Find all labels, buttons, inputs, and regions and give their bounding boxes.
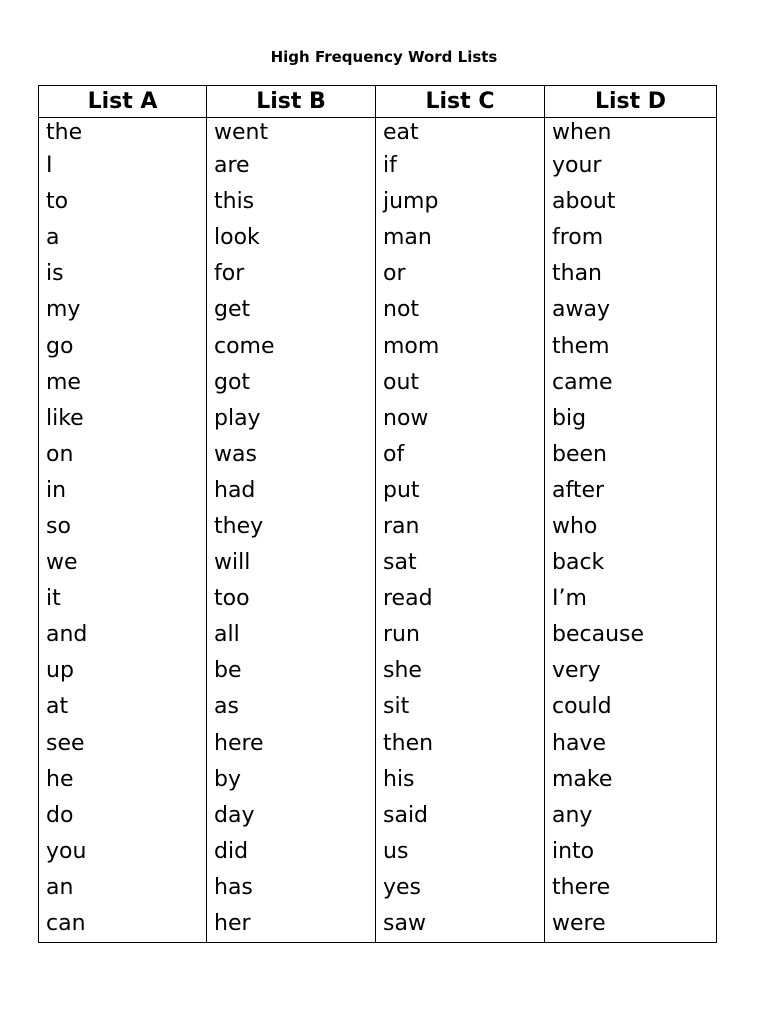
word-cell-list-a: like [39, 401, 207, 437]
word-cell-list-b: was [207, 437, 376, 473]
word-cell-list-a: my [39, 292, 207, 328]
table-row [39, 798, 717, 834]
word-cell-list-b: they [207, 509, 376, 545]
word-cell-list-a: to [39, 184, 207, 220]
column-header-list-a: List A [39, 86, 207, 118]
table-row [39, 762, 717, 798]
word-cell-list-b: be [207, 653, 376, 689]
word-cell-list-a: and [39, 617, 207, 653]
word-cell-list-d: when [545, 118, 717, 149]
table-row [39, 256, 717, 292]
word-cell-list-c: mom [376, 328, 545, 364]
word-cell-list-a: do [39, 798, 207, 834]
word-cell-list-b: too [207, 581, 376, 617]
word-cell-list-a: it [39, 581, 207, 617]
word-cell-list-b: look [207, 220, 376, 256]
word-cell-list-a: the [39, 118, 207, 149]
word-cell-list-d: could [545, 689, 717, 725]
word-cell-list-c: sit [376, 689, 545, 725]
word-cell-list-a: an [39, 870, 207, 906]
word-cell-list-b: by [207, 762, 376, 798]
word-cell-list-d: your [545, 148, 717, 184]
word-cell-list-d: away [545, 292, 717, 328]
word-cell-list-b: get [207, 292, 376, 328]
word-cell-list-c: or [376, 256, 545, 292]
word-cell-list-c: now [376, 401, 545, 437]
word-cell-list-a: in [39, 473, 207, 509]
word-cell-list-b: this [207, 184, 376, 220]
table-row [39, 617, 717, 653]
word-cell-list-b: had [207, 473, 376, 509]
word-cell-list-c: eat [376, 118, 545, 149]
table-row [39, 545, 717, 581]
word-cell-list-d: after [545, 473, 717, 509]
word-cell-list-b: are [207, 148, 376, 184]
table-row [39, 401, 717, 437]
table-row [39, 148, 717, 184]
word-cell-list-b: here [207, 726, 376, 762]
word-cell-list-c: said [376, 798, 545, 834]
word-cell-list-c: ran [376, 509, 545, 545]
word-cell-list-d: about [545, 184, 717, 220]
table-row [39, 118, 717, 149]
table-row [39, 184, 717, 220]
word-cell-list-c: put [376, 473, 545, 509]
word-cell-list-d: from [545, 220, 717, 256]
table-row [39, 689, 717, 725]
word-cell-list-a: we [39, 545, 207, 581]
word-cell-list-d: have [545, 726, 717, 762]
word-cell-list-d: been [545, 437, 717, 473]
word-cell-list-c: run [376, 617, 545, 653]
table-row [39, 437, 717, 473]
word-cell-list-c: if [376, 148, 545, 184]
document-title: High Frequency Word Lists [270, 48, 498, 66]
word-cell-list-d: I’m [545, 581, 717, 617]
word-cell-list-b: for [207, 256, 376, 292]
word-cell-list-d: back [545, 545, 717, 581]
word-cell-list-d: very [545, 653, 717, 689]
word-cell-list-c: read [376, 581, 545, 617]
table-row [39, 292, 717, 328]
column-header-list-d: List D [545, 86, 717, 118]
word-cell-list-c: jump [376, 184, 545, 220]
word-cell-list-a: he [39, 762, 207, 798]
word-cell-list-d: who [545, 509, 717, 545]
word-cell-list-a: is [39, 256, 207, 292]
table-row [39, 473, 717, 509]
word-cell-list-a: on [39, 437, 207, 473]
word-cell-list-a: me [39, 365, 207, 401]
word-cell-list-c: saw [376, 906, 545, 943]
word-cell-list-d: were [545, 906, 717, 943]
word-cell-list-c: his [376, 762, 545, 798]
word-cell-list-c: yes [376, 870, 545, 906]
table-row [39, 328, 717, 364]
word-cell-list-c: of [376, 437, 545, 473]
word-cell-list-a: you [39, 834, 207, 870]
word-cell-list-d: came [545, 365, 717, 401]
table-row [39, 220, 717, 256]
table-row [39, 509, 717, 545]
table-row [39, 834, 717, 870]
column-header-list-b: List B [207, 86, 376, 118]
word-cell-list-b: as [207, 689, 376, 725]
word-cell-list-b: did [207, 834, 376, 870]
word-cell-list-b: play [207, 401, 376, 437]
table-row [39, 653, 717, 689]
word-cell-list-c: then [376, 726, 545, 762]
word-cell-list-c: man [376, 220, 545, 256]
table-row [39, 365, 717, 401]
word-cell-list-b: went [207, 118, 376, 149]
table-body [39, 118, 717, 943]
table-row [39, 726, 717, 762]
word-cell-list-d: into [545, 834, 717, 870]
word-cell-list-d: big [545, 401, 717, 437]
word-cell-list-a: can [39, 906, 207, 943]
word-cell-list-a: up [39, 653, 207, 689]
word-cell-list-c: sat [376, 545, 545, 581]
word-cell-list-b: will [207, 545, 376, 581]
word-cell-list-b: her [207, 906, 376, 943]
word-cell-list-b: all [207, 617, 376, 653]
word-cell-list-d: make [545, 762, 717, 798]
word-cell-list-d: them [545, 328, 717, 364]
word-cell-list-a: at [39, 689, 207, 725]
word-cell-list-c: she [376, 653, 545, 689]
word-cell-list-b: day [207, 798, 376, 834]
word-cell-list-a: a [39, 220, 207, 256]
word-cell-list-a: so [39, 509, 207, 545]
word-cell-list-a: go [39, 328, 207, 364]
word-cell-list-b: has [207, 870, 376, 906]
table-row [39, 581, 717, 617]
table-header-row [39, 86, 717, 118]
word-cell-list-d: any [545, 798, 717, 834]
word-cell-list-a: see [39, 726, 207, 762]
word-cell-list-d: there [545, 870, 717, 906]
word-cell-list-b: got [207, 365, 376, 401]
word-cell-list-c: us [376, 834, 545, 870]
word-cell-list-c: not [376, 292, 545, 328]
word-cell-list-d: than [545, 256, 717, 292]
word-cell-list-a: I [39, 148, 207, 184]
word-cell-list-b: come [207, 328, 376, 364]
column-header-list-c: List C [376, 86, 545, 118]
table-row [39, 906, 717, 943]
word-cell-list-c: out [376, 365, 545, 401]
word-list-table [38, 85, 717, 943]
table-row [39, 870, 717, 906]
word-cell-list-d: because [545, 617, 717, 653]
